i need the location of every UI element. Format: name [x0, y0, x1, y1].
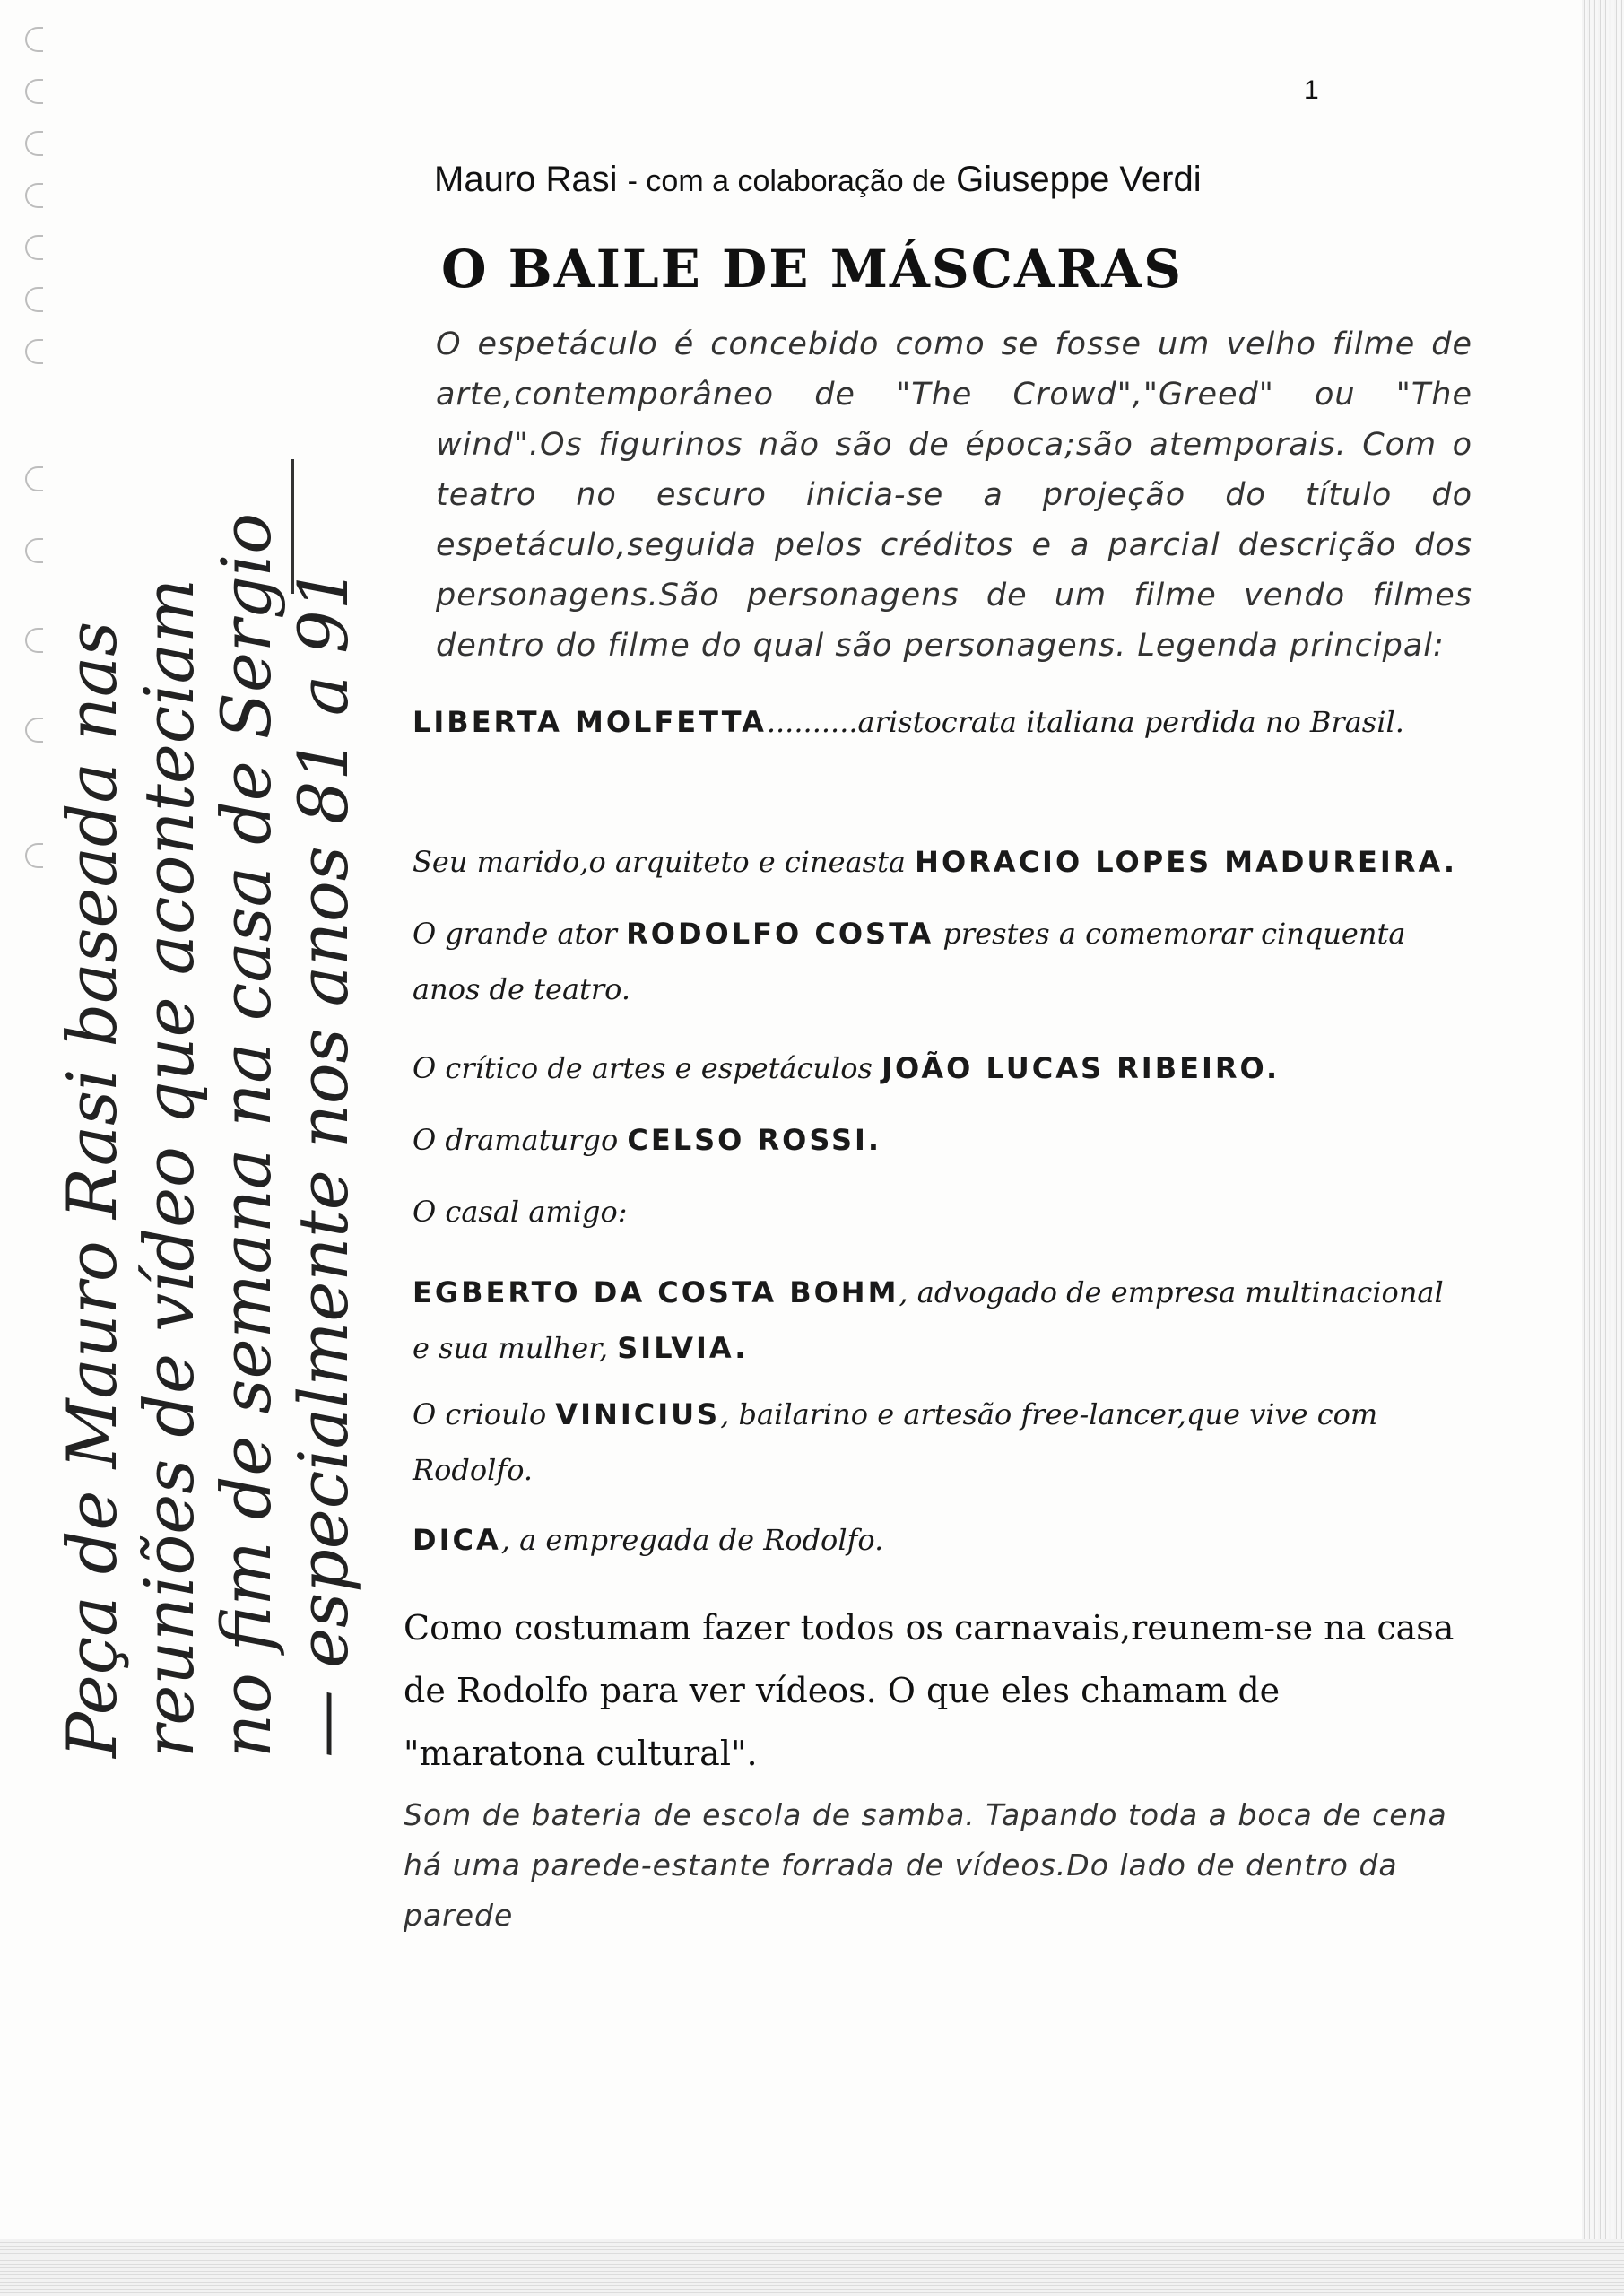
character-name: CELSO ROSSI. — [627, 1123, 882, 1157]
character-name: JOÃO LUCAS RIBEIRO. — [881, 1051, 1281, 1085]
character-name: SILVIA. — [617, 1331, 749, 1365]
character-description: , advogado de empresa multinacional e sua mulher, — [413, 1275, 1444, 1365]
character-prefix: O crítico de artes e espetáculos — [413, 1051, 882, 1085]
punch-hole-mark — [25, 718, 43, 743]
character-prefix: O crioulo — [413, 1397, 556, 1431]
play-title: O BAILE DE MÁSCARAS — [440, 239, 1184, 300]
character-description: , a empregada de Rodolfo. — [500, 1523, 884, 1557]
character-entry — [413, 1040, 1465, 1096]
stage-direction: Som de bateria de escola de samba. Tapando toda a boca de cena há uma parede-estante forrada de vídeos.Do lado de dentro da parede — [404, 1797, 1447, 1933]
character-name: VINICIUS — [555, 1397, 721, 1431]
character-entry — [413, 1265, 1465, 1376]
page-number: 1 — [1304, 75, 1319, 105]
collaboration-text: - com a colaboração de — [627, 164, 946, 198]
scene-paragraph: Como costumam fazer todos os carnavais,reunem-se na casa de Rodolfo para ver vídeos. O que eles chamam de "maratona cultural". — [404, 1608, 1455, 1773]
punch-hole-mark — [25, 131, 43, 156]
character-entry — [413, 694, 1465, 750]
punch-hole-mark — [25, 27, 43, 52]
intro-paragraph: O espetáculo é concebido como se fosse um velho filme de arte,contemporâneo de "The Crowd","Greed" ou "The wind".Os figurinos não são de época;são atemporais. Com o teatro no escuro inicia-se a projeção do título do espetáculo,seguida pelos créditos e a parcial descrição dos personagens.São personagens de um filme vendo filmes dentro do filme do qual são personagens. Legenda principal: — [436, 326, 1472, 664]
punch-hole-mark — [25, 183, 43, 208]
punch-hole-mark — [25, 339, 43, 364]
character-prefix: Seu marido,o arquiteto e cineasta — [413, 845, 916, 879]
punch-hole-mark — [25, 538, 43, 563]
section-label: O casal amigo: — [413, 1195, 628, 1229]
author-line — [434, 160, 1202, 200]
character-description: , bailarino e artesão free-lancer,que vive com Rodolfo. — [413, 1397, 1378, 1487]
character-entry — [413, 834, 1465, 890]
handwritten-margin-note: Peça de Mauro Rasi baseada nas reuniões de vídeo que aconteciam no fim de semana na casa de Sergio — especialmente nos anos 81 a 91 — [52, 513, 363, 1758]
punch-hole-mark — [25, 843, 43, 868]
character-entry — [413, 1112, 1465, 1168]
character-name: DICA — [413, 1523, 501, 1557]
character-entry — [413, 1512, 1465, 1568]
author-name: Mauro Rasi — [434, 160, 618, 199]
character-name: EGBERTO DA COSTA BOHM — [413, 1275, 899, 1309]
character-name: LIBERTA MOLFETTA — [413, 705, 767, 739]
character-name: HORACIO LOPES MADUREIRA. — [915, 845, 1457, 879]
character-description: prestes a comemorar cinquenta anos de teatro. — [413, 917, 1406, 1006]
scan-edge-bottom — [0, 2239, 1624, 2296]
punch-hole-mark — [25, 466, 43, 491]
character-prefix: O dramaturgo — [413, 1123, 628, 1157]
scan-edge-right — [1582, 0, 1624, 2296]
character-entry — [413, 906, 1465, 1017]
character-name: RODOLFO COSTA — [626, 917, 934, 951]
punch-hole-mark — [25, 79, 43, 104]
character-description: ..........aristocrata italiana perdida no Brasil. — [766, 705, 1404, 739]
character-prefix: O grande ator — [413, 917, 627, 951]
collaborator-name: Giuseppe Verdi — [956, 160, 1202, 199]
punch-hole-mark — [25, 628, 43, 653]
character-entry — [413, 1387, 1465, 1498]
